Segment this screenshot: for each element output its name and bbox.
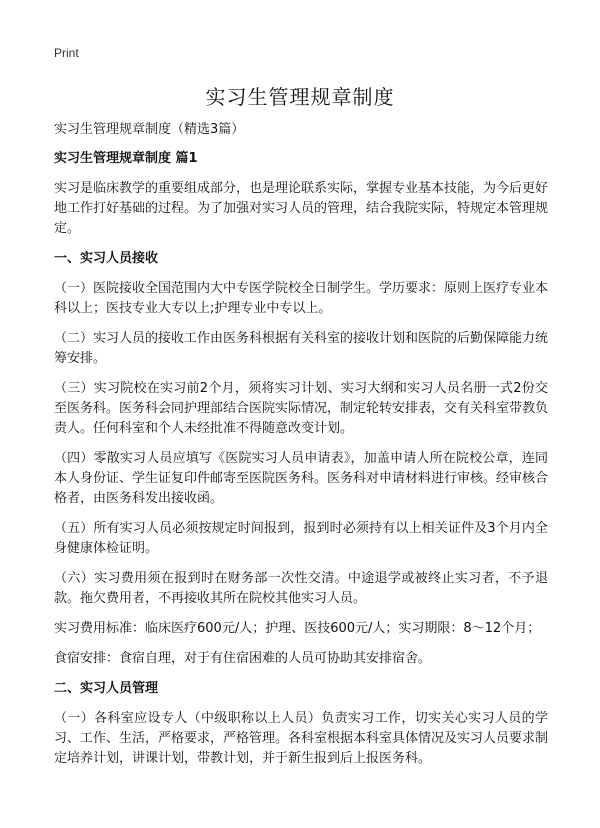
fee-standard-paragraph: 实习费用标准：临床医疗600元/人；护理、医技600元/人；实习期限：8～12个月； bbox=[54, 621, 541, 636]
print-link[interactable]: Print bbox=[54, 46, 79, 60]
section-heading-management: 二、实习人员管理 bbox=[54, 681, 159, 696]
paragraph: （六）实习费用须在报到时在财务部一次性交清。中途退学或被终止实习者，不予退款。拖欠费用者，不再接收其所在院校其他实习人员。 bbox=[54, 571, 548, 606]
paragraph: （四）零散实习人员应填写《医院实习人员申请表》，加盖申请人所在院校公章，连同本人身份证、学生证复印件邮寄至医院医务科。医务科对申请材料进行审核。经审核合格者，由医务科发出接收函。 bbox=[54, 451, 549, 506]
paragraph: （二）实习人员的接收工作由医务科根据有关科室的接收计划和医院的后勤保障能力统筹安排。 bbox=[54, 331, 549, 366]
intro-paragraph: 实习是临床教学的重要组成部分，也是理论联系实际，掌握专业基本技能，为今后更好地工作打好基础的过程。为了加强对实习人员的管理，结合我院实际，特规定本管理规定。 bbox=[54, 181, 549, 236]
paragraph: （一）医院接收全国范围内大中专医学院校全日制学生。学历要求：原则上医疗专业本科以上；医技专业大专以上;护理专业中专以上。 bbox=[54, 281, 549, 316]
section-heading-intake: 一、实习人员接收 bbox=[54, 251, 159, 266]
lodging-paragraph: 食宿安排：食宿自理，对于有住宿困难的人员可协助其安排宿舍。 bbox=[54, 651, 432, 666]
document-subtitle: 实习生管理规章制度（精选3篇） bbox=[54, 122, 245, 137]
document-body bbox=[54, 120, 548, 779]
paragraph: （一）各科室应设专人（中级职称以上人员）负责实习工作，切实关心实习人员的学习、工作、生活，严格要求，严格管理。各科室根据本科室具体情况及实习人员要求制定培养计划，讲课计划，带教计划，并于新生报到后上报医务科。 bbox=[54, 711, 549, 766]
paragraph: （三）实习院校在实习前2个月，须将实习计划、实习大纲和实习人员名册一式2份交至医务科。医务科会同护理部结合医院实际情况，制定轮转安排表，交有关科室带教负责人。任何科室和个人未经批准不得随意改变计划。 bbox=[54, 381, 549, 436]
paragraph: （五）所有实习人员必须按规定时间报到，报到时必须持有以上相关证件及3个月内全身健康体检证明。 bbox=[54, 521, 548, 556]
article-heading: 实习生管理规章制度 篇1 bbox=[54, 151, 198, 166]
page-title: 实习生管理规章制度 bbox=[205, 85, 395, 109]
